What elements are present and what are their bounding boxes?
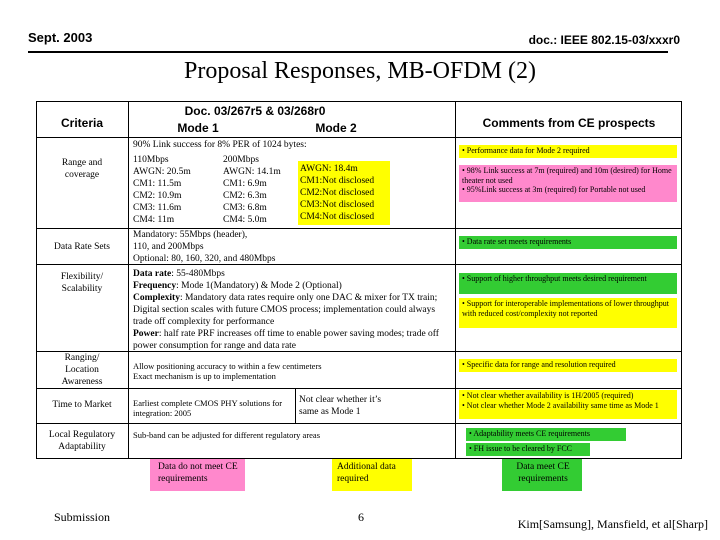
footer-submission: Submission xyxy=(54,510,111,524)
column-divider xyxy=(128,101,129,459)
header-doc-number: doc.: IEEE 802.15-03/xxxr0 xyxy=(528,33,680,47)
comment-regulatory-fcc: • FH issue to be cleared by FCC xyxy=(466,443,590,456)
ranging-details: Allow positioning accuracy to within a few centimeters Exact mechanism is up to implementation xyxy=(133,361,322,381)
row-label-regulatory: Local Regulatory Adaptability xyxy=(48,430,116,452)
header-doc-reference: Doc. 03/267r5 & 03/268r0 xyxy=(184,104,326,118)
range-mode2-200-values: 200Mbps AWGN: 14.1m CM1: 6.9m CM2: 6.3m CM3: 6.8m CM4: 5.0m xyxy=(223,155,281,225)
flexibility-details: Data rate: 55-480Mbps Frequency: Mode 1(Mandatory) & Mode 2 (Optional) Complexity: Mandatory data rates require only one DAC & mixer for TX train; Digital section scales with future CMOS process; implementation could always trade off complexity for performance Power: half rate PRF increases off time to enable power saving modes; trade off power consumption for range and data rate xyxy=(133,269,439,351)
comment-ranging: • Specific data for range and resolution required xyxy=(459,359,677,372)
comment-range-link-success: • 98% Link success at 7m (required) and 10m (desired) for Home theater not used • 95%Link success at 3m (required) for Portable not used xyxy=(459,165,677,202)
column-divider xyxy=(295,388,296,423)
comment-data-rate: • Data rate set meets requirements xyxy=(459,236,677,249)
comment-regulatory-adaptability: • Adaptability meets CE requirements xyxy=(466,428,626,441)
header-mode-2: Mode 2 xyxy=(315,121,357,135)
data-rate-values: Mandatory: 55Mbps (header), 110, and 200Mbps Optional: 80, 160, 320, and 480Mbps xyxy=(133,230,276,264)
column-divider xyxy=(455,101,456,459)
header-rule xyxy=(28,51,668,53)
ttm-mode2: Not clear whether it’s same as Mode 1 xyxy=(299,395,382,417)
legend-pink-label: Data do not meet CE requirements xyxy=(158,462,238,484)
row-divider xyxy=(36,388,682,389)
comment-flexibility-interop: • Support for interoperable implementations of lower throughput with reduced cost/complexity not reported xyxy=(459,298,677,328)
row-divider xyxy=(36,137,682,138)
comment-time-to-market: • Not clear whether availability is 1H/2005 (required) • Not clear whether Mode 2 availability same time as Mode 1 xyxy=(459,390,677,419)
legend-green-label: Data meet CE requirements xyxy=(516,462,570,484)
footer-page-number: 6 xyxy=(358,510,364,524)
range-subtitle: 90% Link success for 8% PER of 1024 bytes: xyxy=(133,140,307,150)
row-label-flexibility: Flexibility/ Scalability xyxy=(60,272,104,294)
regulatory-details: Sub-band can be adjusted for different regulatory areas xyxy=(133,430,321,440)
header-criteria: Criteria xyxy=(60,116,104,130)
comment-flexibility-throughput: • Support of higher throughput meets desired requirement xyxy=(459,273,677,294)
row-label-range: Range and coverage xyxy=(61,158,103,180)
row-divider xyxy=(36,423,682,424)
slide-title: Proposal Responses, MB-OFDM (2) xyxy=(183,58,536,84)
row-label-time-to-market: Time to Market xyxy=(52,400,112,410)
header-mode-1: Mode 1 xyxy=(177,121,219,135)
legend-yellow-label: Additional data required xyxy=(337,462,396,484)
range-mode1-values: 110Mbps AWGN: 20.5m CM1: 11.5m CM2: 10.9m CM3: 11.6m CM4: 11m xyxy=(133,155,191,225)
ttm-mode1: Earliest complete CMOS PHY solutions for integration: 2005 xyxy=(133,398,283,418)
row-label-data-rate: Data Rate Sets xyxy=(54,242,110,252)
comment-range-mode2: • Performance data for Mode 2 required xyxy=(459,145,677,158)
range-mode2-undisclosed: AWGN: 18.4m CM1:Not disclosed CM2:Not disclosed CM3:Not disclosed CM4:Not disclosed xyxy=(298,161,390,225)
row-label-ranging: Ranging/ Location Awareness xyxy=(61,353,103,387)
header-date: Sept. 2003 xyxy=(28,30,93,45)
footer-authors: Kim[Samsung], Mansfield, et al[Sharp] xyxy=(517,517,708,531)
header-comments: Comments from CE prospects xyxy=(482,116,656,130)
